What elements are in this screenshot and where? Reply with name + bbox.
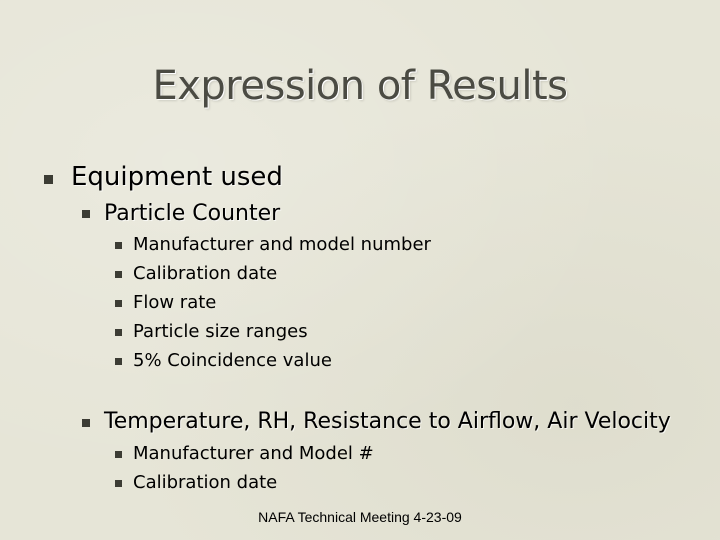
square-bullet-icon (82, 210, 90, 218)
bullet-text: Manufacturer and model number (133, 234, 431, 255)
square-bullet-icon (115, 300, 122, 307)
slide-title: Expression of Results (152, 63, 568, 109)
square-bullet-icon (115, 451, 122, 458)
bullet-text: Particle size ranges (133, 321, 308, 342)
square-bullet-icon (115, 271, 122, 278)
bullet-text: Equipment used (71, 162, 283, 192)
square-bullet-icon (115, 329, 122, 336)
slide-footer: NAFA Technical Meeting 4-23-09 (258, 509, 462, 525)
bullet-text: Flow rate (133, 292, 217, 313)
square-bullet-icon (115, 358, 122, 365)
square-bullet-icon (115, 242, 122, 249)
bullet-text: Calibration date (133, 263, 278, 284)
bullet-text: Manufacturer and Model # (133, 443, 374, 464)
square-bullet-icon (44, 175, 53, 184)
square-bullet-icon (115, 480, 122, 487)
bullet-text: Temperature, RH, Resistance to Airflow, Air Velocity (104, 409, 671, 434)
bullet-text: Particle Counter (104, 201, 281, 226)
bullet-text: Calibration date (133, 472, 278, 493)
bullet-text: 5% Coincidence value (133, 350, 332, 371)
square-bullet-icon (82, 419, 90, 427)
